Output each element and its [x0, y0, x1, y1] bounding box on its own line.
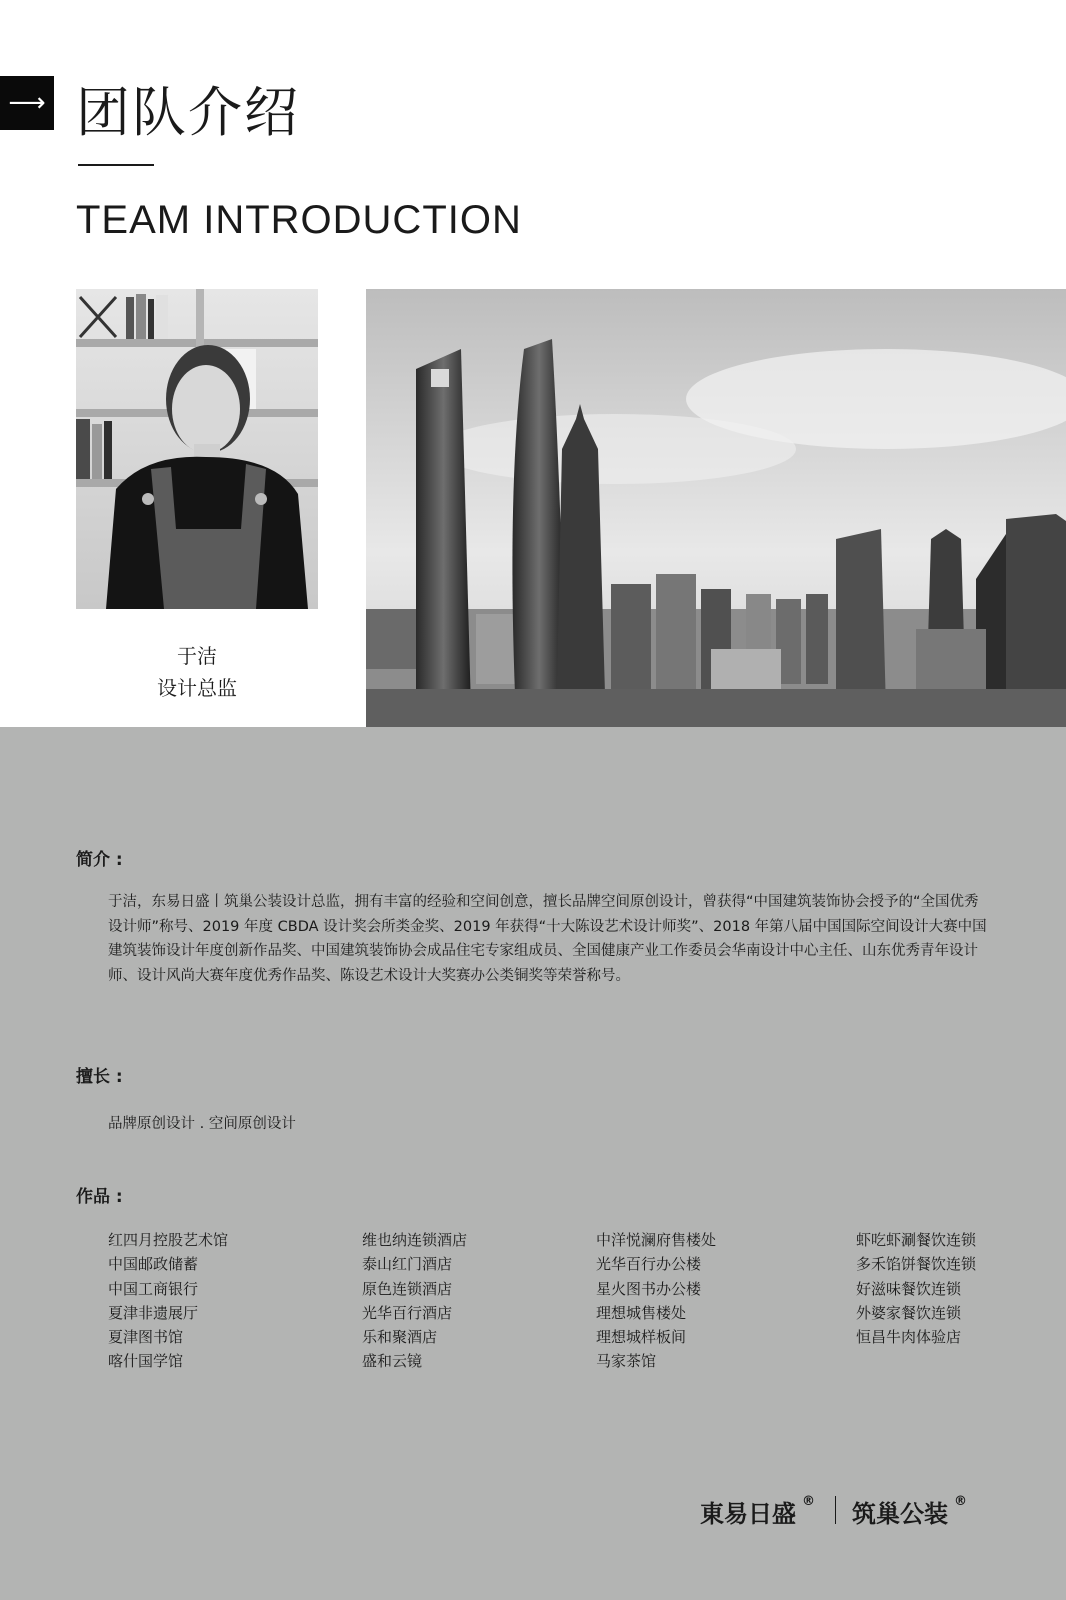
skills-text: 品牌原创设计 . 空间原创设计	[108, 1116, 296, 1132]
work-item: 虾吃虾涮餐饮连锁	[856, 1231, 977, 1249]
brand-divider	[835, 1496, 836, 1524]
work-item: 维也纳连锁酒店	[362, 1231, 468, 1249]
works-column-3	[596, 1228, 716, 1374]
work-item: 乐和聚酒店	[362, 1328, 438, 1347]
work-item: 多禾馅饼餐饮连锁	[856, 1255, 977, 1274]
skills-heading: 擅长 :	[76, 1067, 123, 1087]
header-tab	[0, 76, 54, 130]
work-item: 星火图书办公楼	[596, 1279, 702, 1298]
work-item: 恒昌牛肉体验店	[856, 1328, 962, 1347]
work-item: 马家茶馆	[596, 1352, 657, 1371]
works-column-2	[362, 1228, 467, 1374]
work-item: 红四月控股艺术馆	[108, 1231, 229, 1249]
brand-left: 東易日盛	[700, 1500, 796, 1528]
brand-right: 筑巢公装	[852, 1500, 948, 1528]
brand-footer	[700, 1494, 967, 1529]
work-item: 理想城售楼处	[596, 1303, 687, 1322]
work-item: 盛和云镜	[362, 1352, 423, 1371]
person-role: 设计总监	[157, 676, 237, 700]
work-item: 外婆家餐饮连锁	[856, 1303, 962, 1322]
work-item: 中国工商银行	[108, 1279, 199, 1298]
works-column-4	[856, 1228, 976, 1349]
page-title: 团队介绍	[76, 81, 300, 144]
work-item: 光华百行酒店	[362, 1303, 453, 1322]
work-item: 光华百行办公楼	[596, 1255, 702, 1274]
work-item: 喀什国学馆	[108, 1352, 184, 1371]
registered-mark: ®	[954, 1494, 967, 1509]
work-item: 原色连锁酒店	[362, 1279, 453, 1298]
intro-heading: 简介 :	[76, 850, 123, 870]
title-divider	[78, 164, 154, 166]
work-item: 泰山红门酒店	[362, 1255, 453, 1274]
registered-mark: ®	[802, 1494, 815, 1509]
work-item: 中洋悦澜府售楼处	[596, 1231, 717, 1249]
person-name: 于洁	[177, 644, 217, 668]
page-subtitle: TEAM INTRODUCTION	[76, 198, 522, 242]
work-item: 夏津非遗展厅	[108, 1303, 199, 1322]
work-item: 理想城样板间	[596, 1328, 687, 1347]
works-column-1	[108, 1228, 228, 1374]
intro-text: 于洁，东易日盛丨筑巢公装设计总监，拥有丰富的经验和空间创意，擅长品牌空间原创设计，曾获得“中国建筑装饰协会授予的“全国优秀设计师”称号、2019 年度 CBDA 设计奖会所类金奖、2019 年获得“十大陈设艺术设计师奖”、2018 年第八届中国国际空间设计大赛中国建筑装饰设计年度创新作品奖、中国建筑装饰协会成品住宅专家组成员、全国健康产业工作委员会华南设计中心主任、山东优秀青年设计师、设计风尚大赛年度优秀作品奖、陈设艺术设计大奖赛办公类铜奖等荣誉称号。	[108, 894, 987, 984]
work-item: 中国邮政储蓄	[108, 1255, 199, 1274]
work-item: 夏津图书馆	[108, 1328, 184, 1347]
portrait-photo	[76, 289, 318, 609]
works-heading: 作品 :	[76, 1187, 123, 1207]
skyline-photo	[366, 289, 1066, 727]
info-panel	[0, 727, 1066, 1600]
arrow-right-icon: ⟶	[8, 88, 46, 118]
work-item: 好滋味餐饮连锁	[856, 1279, 962, 1298]
